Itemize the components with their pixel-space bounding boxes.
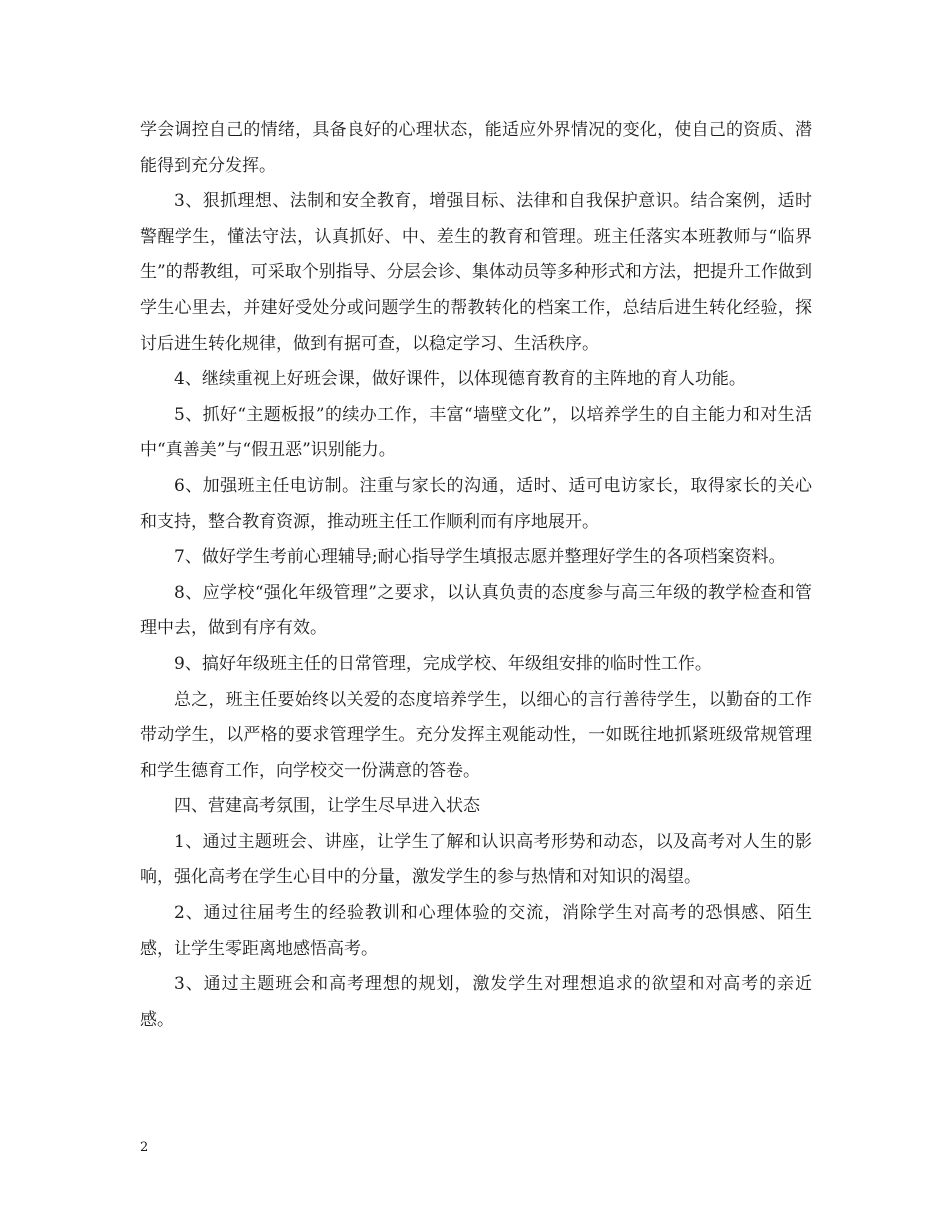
- document-body: [140, 113, 812, 1038]
- paragraph-section4-item-1: 1、通过主题班会、讲座，让学生了解和认识高考形势和动态，以及高考对人生的影响，强化高考在学生心目中的分量，激发学生的参与热情和对知识的渴望。: [140, 831, 812, 888]
- paragraph-continuation: 学会调控自己的情绪，具备良好的心理状态，能适应外界情况的变化，使自己的资质、潜能得到充分发挥。: [140, 120, 812, 176]
- paragraph-item-3: 3、狠抓理想、法制和安全教育，增强目标、法律和自我保护意识。结合案例，适时警醒学生，懂法守法，认真抓好、中、差生的教育和管理。班主任落实本班教师与“临界生”的帮教组，可采取个别指导、分层会诊、集体动员等多种形式和方法，把提升工作做到学生心里去，并建好受处分或问题学生的帮教转化的档案工作，总结后进生转化经验，探讨后进生转化规律，做到有据可查，以稳定学习、生活秩序。: [140, 191, 812, 354]
- paragraph-item-4: 4、继续重视上好班会课，做好课件，以体现德育教育的主阵地的育人功能。: [174, 369, 746, 390]
- paragraph-section4-item-2: 2、通过往届考生的经验教训和心理体验的交流，消除学生对高考的恐惧感、陌生感，让学生零距离地感悟高考。: [140, 903, 812, 959]
- paragraph-item-5: 5、抓好“主题板报”的续办工作，丰富“墙壁文化”，以培养学生的自主能力和对生活中“真善美”与“假丑恶”识别能力。: [140, 404, 812, 461]
- paragraph-section4-item-3: 3、通过主题班会和高考理想的规划，激发学生对理想追求的欲望和对高考的亲近感。: [140, 974, 812, 1030]
- section-heading-4: 四、营建高考氛围，让学生尽早进入状态: [174, 796, 480, 817]
- page-number: 2: [140, 1140, 149, 1155]
- paragraph-item-8: 8、应学校“强化年级管理”之要求，以认真负责的态度参与高三年级的教学检查和管理中去，做到有序有效。: [140, 582, 812, 639]
- paragraph-item-7: 7、做好学生考前心理辅导;耐心指导学生填报志愿并整理好学生的各项档案资料。: [174, 547, 786, 568]
- paragraph-summary: 总之，班主任要始终以关爱的态度培养学生，以细心的言行善待学生，以勤奋的工作带动学生，以严格的要求管理学生。充分发挥主观能动性，一如既往地抓紧班级常规管理和学生德育工作，向学校交一份满意的答卷。: [140, 689, 812, 781]
- paragraph-item-9: 9、搞好年级班主任的日常管理，完成学校、年级组安排的临时性工作。: [174, 653, 712, 674]
- paragraph-item-6: 6、加强班主任电访制。注重与家长的沟通，适时、适可电访家长，取得家长的关心和支持，整合教育资源，推动班主任工作顺利而有序地展开。: [140, 475, 812, 532]
